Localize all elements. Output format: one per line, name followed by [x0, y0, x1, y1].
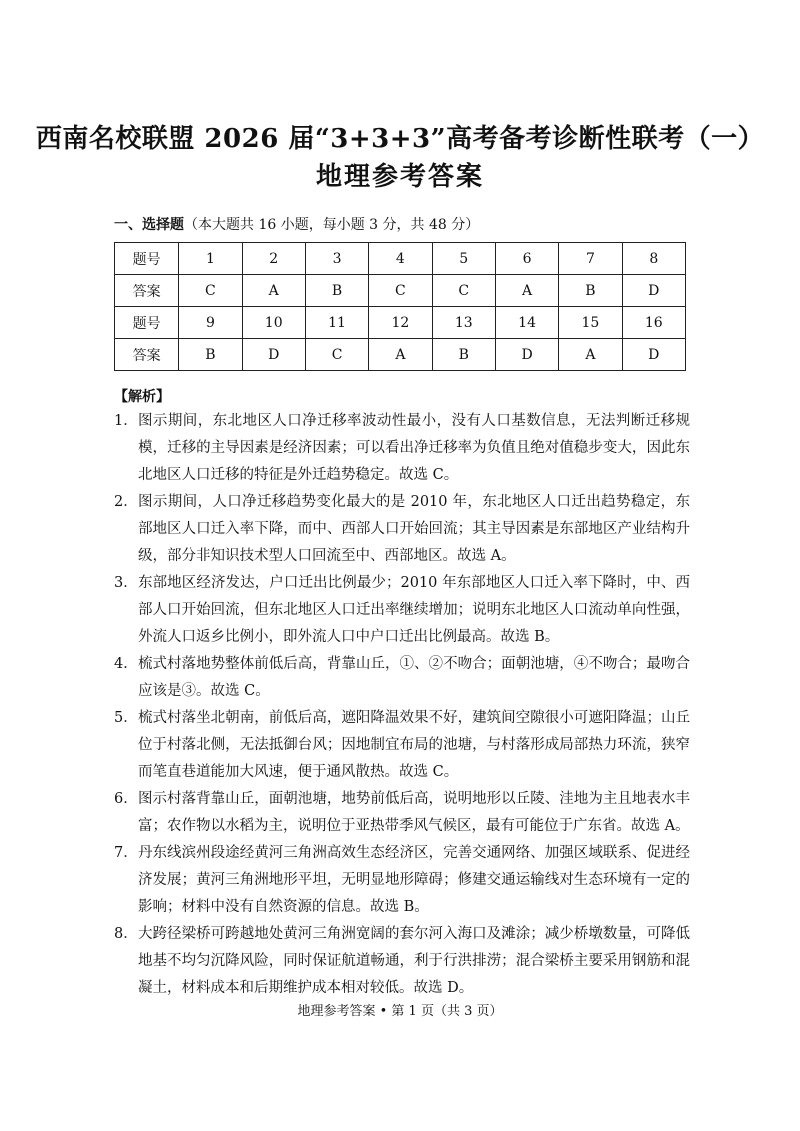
table-cell: 13	[432, 307, 495, 339]
item-number: 2．	[114, 494, 138, 510]
table-cell: A	[495, 275, 558, 307]
table-cell: A	[559, 339, 622, 371]
table-cell: 14	[495, 307, 558, 339]
table-cell: 10	[242, 307, 305, 339]
table-cell: D	[622, 339, 685, 371]
item-text: 图示村落背靠山丘，面朝池塘，地势前低后高，说明地形以丘陵、洼地为主且地表水丰富；农作物以水稻为主，说明位于亚热带季风气候区，最有可能位于广东省。故选 A。	[138, 791, 690, 834]
table-cell: 1	[179, 243, 242, 275]
list-item	[114, 651, 690, 705]
item-number: 5．	[114, 710, 138, 726]
item-number: 1．	[114, 413, 138, 429]
list-item	[114, 921, 690, 1002]
table-cell: 9	[179, 307, 242, 339]
table-cell: C	[432, 275, 495, 307]
list-item	[114, 489, 690, 570]
table-cell: A	[242, 275, 305, 307]
section-title: 一、选择题	[114, 217, 184, 233]
section-note: （本大题共 16 小题，每小题 3 分，共 48 分）	[184, 217, 480, 233]
table-row	[115, 339, 686, 371]
item-number: 3．	[114, 575, 138, 591]
item-text: 东部地区经济发达，户口迁出比例最少；2010 年东部地区人口迁入率下降时，中、西部人口开始回流，但东北地区人口迁出率继续增加；说明东北地区人口流动单向性强，外流人口返乡比例小，即外流人口中户口迁出比例最高。故选 B。	[138, 575, 690, 645]
table-cell: 16	[622, 307, 685, 339]
page-footer: 地理参考答案 • 第 1 页（共 3 页）	[297, 1004, 503, 1019]
analysis-heading: 【解析】	[114, 389, 170, 405]
analysis-list	[114, 408, 690, 1002]
item-text: 图示期间，东北地区人口净迁移率波动性最小，没有人口基数信息，无法判断迁移规模，迁移的主导因素是经济因素；可以看出净迁移率为负值且绝对值稳步变大，因此东北地区人口迁移的特征是外迁趋势稳定。故选 C。	[138, 413, 690, 483]
document-subtitle: 地理参考答案	[315, 162, 484, 192]
item-number: 6．	[114, 791, 138, 807]
table-cell: 7	[559, 243, 622, 275]
item-text: 大跨径梁桥可跨越地处黄河三角洲宽阔的套尔河入海口及滩涂；减少桥墩数量，可降低地基不均匀沉降风险，同时保证航道畅通，利于行洪排涝；混合梁桥主要采用钢筋和混凝土，材料成本和后期维护成本相对较低。故选 D。	[138, 926, 690, 996]
table-cell: 4	[369, 243, 432, 275]
table-cell: B	[305, 275, 368, 307]
item-text: 梳式村落地势整体前低后高，背靠山丘，①、②不吻合；面朝池塘，④不吻合；最吻合应该是③。故选 C。	[138, 656, 690, 699]
table-cell-label: 答案	[115, 339, 179, 371]
table-cell: D	[495, 339, 558, 371]
table-cell-label: 题号	[115, 243, 179, 275]
table-cell: 5	[432, 243, 495, 275]
table-cell: B	[432, 339, 495, 371]
list-item	[114, 408, 690, 489]
table-cell: 6	[495, 243, 558, 275]
table-cell: D	[242, 339, 305, 371]
table-row	[115, 307, 686, 339]
item-text: 梳式村落坐北朝南，前低后高，遮阳降温效果不好，建筑间空隙很小可遮阳降温；山丘位于村落北侧，无法抵御台风；因地制宜布局的池塘，与村落形成局部热力环流，狭窄而笔直巷道能加大风速，便于通风散热。故选 C。	[138, 710, 690, 780]
table-cell: B	[559, 275, 622, 307]
table-cell: C	[369, 275, 432, 307]
table-cell: B	[179, 339, 242, 371]
answer-table	[114, 242, 686, 371]
item-text: 图示期间，人口净迁移趋势变化最大的是 2010 年，东北地区人口迁出趋势稳定，东部地区人口迁入率下降，而中、西部人口开始回流；其主导因素是东部地区产业结构升级，部分非知识技术型人口回流至中、西部地区。故选 A。	[138, 494, 690, 564]
item-number: 8．	[114, 926, 138, 942]
table-cell: D	[622, 275, 685, 307]
item-number: 7．	[114, 845, 138, 861]
table-cell: 12	[369, 307, 432, 339]
table-cell-label: 题号	[115, 307, 179, 339]
item-text: 丹东线滨州段途经黄河三角洲高效生态经济区，完善交通网络、加强区域联系、促进经济发展；黄河三角洲地形平坦，无明显地形障碍；修建交通运输线对生态环境有一定的影响；材料中没有自然资源的信息。故选 B。	[138, 845, 690, 915]
table-cell: C	[179, 275, 242, 307]
list-item	[114, 705, 690, 786]
list-item	[114, 786, 690, 840]
table-cell: A	[369, 339, 432, 371]
table-row	[115, 275, 686, 307]
table-cell: 2	[242, 243, 305, 275]
list-item	[114, 570, 690, 651]
section-heading	[114, 214, 479, 234]
table-row	[115, 243, 686, 275]
table-cell: 15	[559, 307, 622, 339]
table-cell: 3	[305, 243, 368, 275]
table-cell: 8	[622, 243, 685, 275]
document-title: 西南名校联盟 2026 届“3+3+3”高考备考诊断性联考（一）	[35, 124, 765, 154]
table-cell: 11	[305, 307, 368, 339]
table-cell-label: 答案	[115, 275, 179, 307]
list-item	[114, 840, 690, 921]
table-cell: C	[305, 339, 368, 371]
item-number: 4．	[114, 656, 138, 672]
